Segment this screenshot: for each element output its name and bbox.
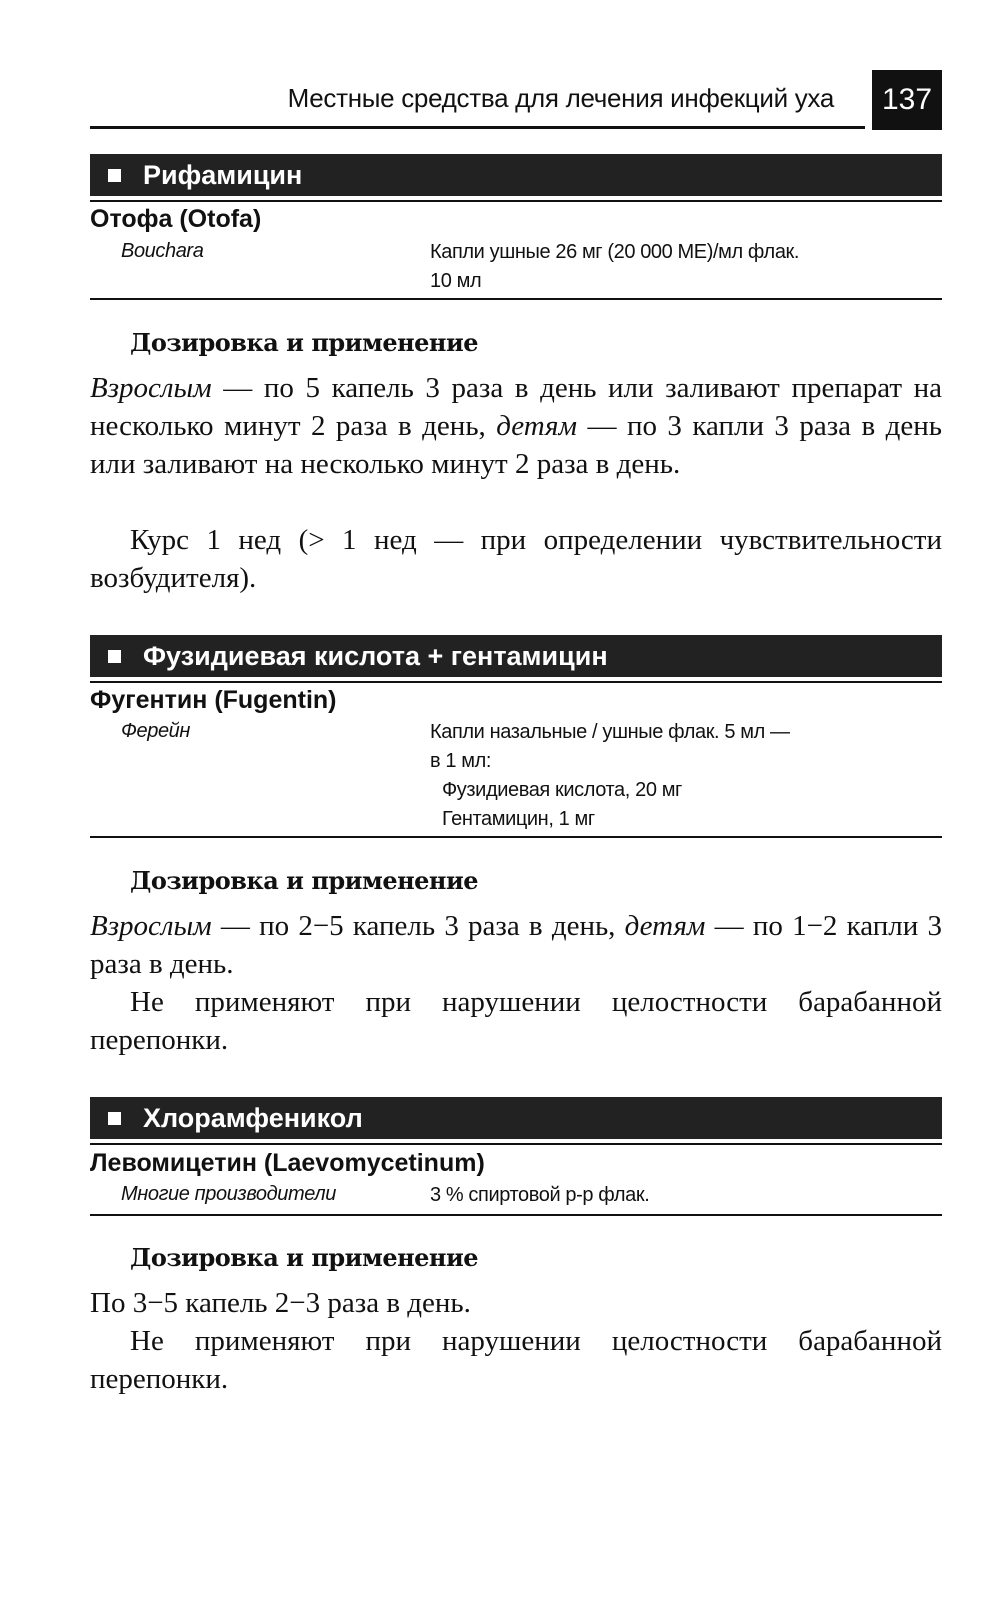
manufacturer: Многие производители: [121, 1183, 336, 1205]
entry-rule: [90, 836, 942, 838]
square-bullet-icon: [108, 1112, 121, 1125]
manufacturer: Ферейн: [121, 720, 190, 742]
dosage-paragraph: По 3−5 капель 2−3 раза в день.: [90, 1287, 471, 1319]
component-line: Гентамицин, 1 мг: [442, 808, 595, 830]
section-title: Рифамицин: [143, 159, 303, 190]
children-label: детям: [624, 910, 706, 942]
dosage-paragraph: [90, 369, 942, 483]
course-note: Курс 1 нед (> 1 нед — при определении чувствительности возбудителя).: [90, 524, 942, 594]
square-bullet-icon: [108, 169, 121, 182]
form-line: в 1 мл:: [430, 750, 492, 772]
adults-text: — по 5 капель 3 раза в день или заливают препарат на несколько минут 2 раза в день,: [90, 372, 942, 442]
entry-rule: [90, 298, 942, 300]
children-text: — по 3 капли 3 раза в день или заливают на несколько минут 2 раза в день.: [90, 410, 942, 480]
page-number: 137: [872, 70, 942, 130]
dosage-form: [430, 718, 940, 834]
dosage-form: [430, 1181, 940, 1210]
form-line: Капли назальные / ушные флак. 5 мл —: [430, 721, 790, 743]
entry-rule: [90, 1214, 942, 1216]
section-title: Фузидиевая кислота + гентамицин: [143, 640, 608, 671]
running-header: [90, 70, 942, 130]
dosage-heading: Дозировка и применение: [130, 1243, 479, 1272]
children-text: — по 1−2 капли 3 раза в день.: [90, 910, 942, 980]
drug-name: Отофа (Otofa): [90, 205, 262, 233]
drug-name: Левомицетин (Laevomycetinum): [90, 1149, 485, 1177]
dosage-heading: Дозировка и применение: [130, 328, 479, 357]
header-rule: [90, 126, 865, 129]
contraindication-note: Не применяют при нарушении целостности барабанной перепонки.: [90, 986, 942, 1056]
section-underline: [90, 681, 942, 683]
section-bar-chloramphenicol: [90, 1097, 942, 1139]
children-label: детям: [496, 410, 578, 442]
section-bar-fusidic-acid-gentamicin: [90, 635, 942, 677]
running-title: Местные средства для лечения инфекций уха: [287, 83, 834, 113]
contraindication-note: Не применяют при нарушении целостности барабанной перепонки.: [90, 1325, 942, 1395]
dosage-heading: Дозировка и применение: [130, 866, 479, 895]
section-title: Хлорамфеникол: [143, 1102, 363, 1133]
manufacturer: Bouchara: [121, 240, 204, 262]
dosage-form: [430, 238, 940, 296]
form-line: Капли ушные 26 мг (20 000 МЕ)/мл флак.: [430, 241, 800, 263]
adults-text: — по 2−5 капель 3 раза в день,: [211, 910, 625, 942]
form-line: 3 % спиртовой р-р флак.: [430, 1184, 650, 1206]
section-bar-rifamycin: [90, 154, 942, 196]
form-line: 10 мл: [430, 270, 482, 292]
section-underline: [90, 1143, 942, 1145]
dosage-paragraph: [90, 907, 942, 983]
component-line: Фузидиевая кислота, 20 мг: [442, 779, 682, 801]
adults-label: Взрослым: [90, 372, 212, 404]
drug-name: Фугентин (Fugentin): [90, 686, 337, 714]
section-underline: [90, 200, 942, 202]
adults-label: Взрослым: [90, 910, 212, 942]
square-bullet-icon: [108, 650, 121, 663]
